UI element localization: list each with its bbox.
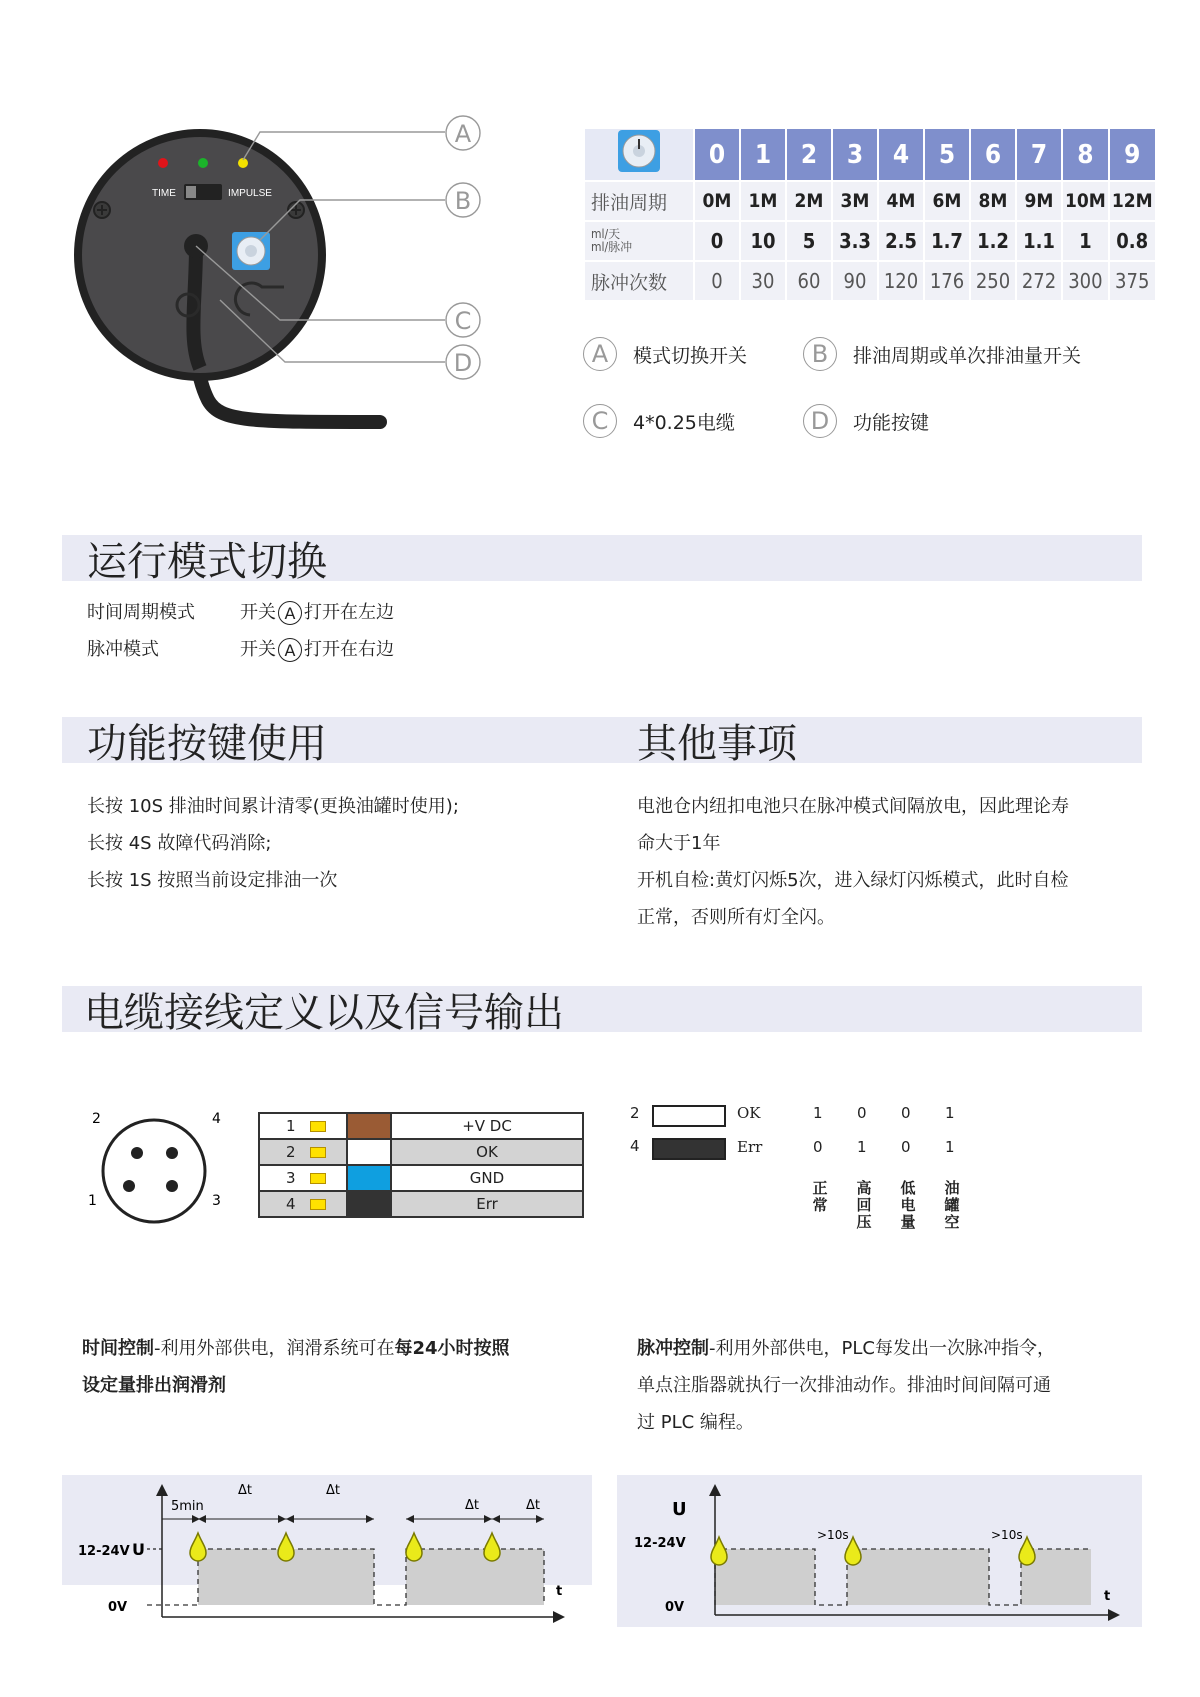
digit-4: 4 [879, 129, 923, 180]
state-label: 正常 [812, 1179, 828, 1214]
delta-t-label: Δt [465, 1498, 479, 1513]
callout-d [446, 345, 480, 379]
amount-cell: 1.2 [971, 222, 1015, 260]
amount-cell: 1 [1063, 222, 1108, 260]
svg-text:D: D [453, 349, 473, 377]
row-label-amount-day: ml/天 [591, 227, 621, 241]
digit-8: 8 [1063, 129, 1108, 180]
state-label: 低电量 [900, 1179, 916, 1231]
pin-icon [310, 1199, 326, 1210]
pulse-control-line2: 单点注脂器就执行一次排油动作。排油时间间隔可通 [637, 1375, 1051, 1396]
others-lines [637, 788, 1069, 936]
cycle-cell: 9M [1017, 182, 1061, 220]
amount-cell: 0 [695, 222, 739, 260]
wire-signal: OK [391, 1139, 583, 1165]
status-value: 1 [945, 1104, 955, 1122]
legend-letter: D [803, 404, 837, 438]
led-red [158, 158, 168, 168]
wire-pin [259, 1139, 347, 1165]
digit-9: 9 [1110, 129, 1155, 180]
delta-t-label: Δt [526, 1498, 540, 1513]
pulse-control-text1: -利用外部供电，PLC每发出一次脉冲指令， [709, 1338, 1055, 1359]
mode-row-time [87, 594, 394, 631]
connector-pin-label: 4 [212, 1111, 221, 1127]
time-control-text1: -利用外部供电，润滑系统可在 [154, 1338, 395, 1359]
mode-name: 时间周期模式 [87, 602, 195, 623]
status-value: 0 [901, 1104, 911, 1122]
wire-row [259, 1113, 583, 1139]
err-signal-bar [652, 1138, 726, 1160]
callout-a [446, 116, 480, 150]
time-control-bold: 每24小时按照 [394, 1338, 510, 1359]
connector-pin [123, 1180, 135, 1192]
time-label: TIME [152, 188, 176, 199]
pulse-cell: 30 [741, 262, 785, 300]
row-label-amount [585, 222, 693, 260]
cable-title: 电缆接线定义以及信号输出 [84, 990, 564, 1036]
legend-text: 4*0.25电缆 [633, 411, 735, 434]
connector-pin-label: 1 [88, 1193, 97, 1209]
voltage-label: 12-24V [634, 1536, 686, 1551]
wire-pin [259, 1191, 347, 1217]
pulse-cell: 60 [787, 262, 831, 300]
mode-letter: A [278, 638, 302, 662]
legend-letter: A [583, 337, 617, 371]
wire-pin [259, 1113, 347, 1139]
wire-signal: Err [391, 1191, 583, 1217]
amount-cell: 5 [787, 222, 831, 260]
function-lines [87, 788, 459, 899]
amount-cell: 1.7 [925, 222, 969, 260]
digit-6: 6 [971, 129, 1015, 180]
pulse-cell: 120 [879, 262, 923, 300]
pin-icon [310, 1121, 326, 1132]
mode-title: 运行模式切换 [87, 539, 327, 585]
function-title: 功能按键使用 [87, 721, 327, 767]
time-control-line2: 设定量排出润滑剂 [82, 1375, 226, 1396]
cycle-cell: 2M [787, 182, 831, 220]
zero-label: 0V [108, 1600, 128, 1615]
setting-table [583, 127, 1157, 302]
cycle-cell: 12M [1110, 182, 1155, 220]
dial-icon [617, 129, 661, 173]
ok-signal-bar [652, 1105, 726, 1127]
wire-pin-number: 3 [286, 1169, 296, 1187]
callout-c [446, 303, 480, 337]
status-pin: 4 [630, 1137, 640, 1155]
wire-row [259, 1165, 583, 1191]
wiring-table [258, 1112, 584, 1218]
connector-diagram [82, 1105, 232, 1235]
others-line: 电池仓内纽扣电池只在脉冲模式间隔放电，因此理论寿 [637, 796, 1069, 817]
mode-post: 打开在左边 [304, 602, 394, 623]
cycle-cell: 0M [695, 182, 739, 220]
connector-pin [166, 1180, 178, 1192]
others-line: 开机自检:黄灯闪烁5次，进入绿灯闪烁模式，此时自检 [637, 870, 1069, 891]
impulse-label: IMPULSE [228, 188, 272, 199]
wire-color-swatch [347, 1191, 391, 1217]
pulse-control-line3: 过 PLC 编程。 [637, 1412, 754, 1433]
pulse-cell: 90 [833, 262, 877, 300]
amount-cell: 3.3 [833, 222, 877, 260]
pulse-cell: 176 [925, 262, 969, 300]
u-label: U [132, 1540, 145, 1559]
pin-icon [310, 1173, 326, 1184]
state-label: 油罐空 [944, 1179, 960, 1231]
led-green [198, 158, 208, 168]
wire-pin [259, 1165, 347, 1191]
wire-color-swatch [347, 1165, 391, 1191]
status-value: 0 [813, 1138, 823, 1156]
legend-item-a [583, 337, 747, 371]
mode-pre: 开关 [240, 602, 276, 623]
state-label: 高回压 [856, 1179, 872, 1231]
status-value: 0 [857, 1104, 867, 1122]
others-title: 其他事项 [637, 721, 797, 767]
mode-post: 打开在右边 [304, 639, 394, 660]
five-min-label: 5min [171, 1499, 204, 1514]
legend-letter: C [583, 404, 617, 438]
amount-cell: 0.8 [1110, 222, 1155, 260]
legend-letter: B [803, 337, 837, 371]
svg-text:A: A [454, 120, 472, 148]
others-line: 正常，否则所有灯全闪。 [637, 907, 835, 928]
amount-cell: 2.5 [879, 222, 923, 260]
pulse-cell: 375 [1110, 262, 1155, 300]
wire-pin-number: 4 [286, 1195, 296, 1213]
row-label-pulse: 脉冲次数 [585, 262, 693, 300]
digit-7: 7 [1017, 129, 1061, 180]
wire-signal: +V DC [391, 1113, 583, 1139]
wire-pin-number: 1 [286, 1117, 296, 1135]
gap-label: >10s [991, 1528, 1023, 1542]
legend-item-c [583, 404, 735, 438]
pulse-control-text [637, 1330, 1157, 1441]
row-label-cycle: 排油周期 [585, 182, 693, 220]
connector-pin [166, 1147, 178, 1159]
cycle-cell: 3M [833, 182, 877, 220]
wire-color-swatch [347, 1139, 391, 1165]
cycle-cell: 6M [925, 182, 969, 220]
amount-cell: 10 [741, 222, 785, 260]
gap-label: >10s [817, 1528, 849, 1542]
t-label: t [556, 1584, 563, 1599]
connector-pin-label: 3 [212, 1193, 221, 1209]
amount-cell: 1.1 [1017, 222, 1061, 260]
callout-b [446, 183, 480, 217]
status-value: 1 [813, 1104, 823, 1122]
connector-pin [131, 1147, 143, 1159]
pin-icon [310, 1147, 326, 1158]
status-name: Err [737, 1138, 763, 1156]
status-name: OK [737, 1104, 761, 1122]
mode-pre: 开关 [240, 639, 276, 660]
wire-pin-number: 2 [286, 1143, 296, 1161]
cycle-cell: 8M [971, 182, 1015, 220]
cycle-cell: 10M [1063, 182, 1108, 220]
cycle-cell: 1M [741, 182, 785, 220]
status-pin: 2 [630, 1104, 640, 1122]
pulse-cell: 0 [695, 262, 739, 300]
t-label: t [1104, 1589, 1111, 1604]
status-value: 0 [901, 1138, 911, 1156]
device-diagram [60, 100, 500, 460]
pulse-cell: 250 [971, 262, 1015, 300]
wire-row [259, 1191, 583, 1217]
others-line: 命大于1年 [637, 833, 721, 854]
time-control-chart [62, 1475, 592, 1630]
row-label-amount-pulse: ml/脉冲 [591, 240, 633, 254]
voltage-label: 12-24V [78, 1544, 130, 1559]
legend-item-d [803, 404, 929, 438]
pulse-control-lead: 脉冲控制 [637, 1338, 709, 1359]
digit-5: 5 [925, 129, 969, 180]
status-value: 1 [857, 1138, 867, 1156]
function-line: 长按 4S 故障代码消除; [87, 833, 272, 854]
legend-item-b [803, 337, 1081, 371]
function-line: 长按 10S 排油时间累计清零(更换油罐时使用); [87, 796, 459, 817]
pulse-cell: 300 [1063, 262, 1108, 300]
delta-t-label: Δt [238, 1483, 252, 1498]
legend-text: 排油周期或单次排油量开关 [853, 344, 1082, 367]
digit-3: 3 [833, 129, 877, 180]
time-control-lead: 时间控制 [82, 1338, 154, 1359]
legend-text: 模式切换开关 [633, 344, 748, 367]
delta-t-label: Δt [326, 1483, 340, 1498]
svg-text:B: B [454, 187, 472, 215]
time-control-text [82, 1330, 602, 1404]
function-line: 长按 1S 按照当前设定排油一次 [87, 870, 338, 891]
digit-0: 0 [695, 129, 739, 180]
svg-text:C: C [454, 307, 472, 335]
dial-icon-cell [585, 129, 693, 180]
wire-signal: GND [391, 1165, 583, 1191]
pulse-control-chart [617, 1475, 1142, 1627]
digit-1: 1 [741, 129, 785, 180]
mode-row-pulse [87, 631, 394, 668]
cycle-cell: 4M [879, 182, 923, 220]
wire-row [259, 1139, 583, 1165]
mode-letter: A [278, 601, 302, 625]
legend-text: 功能按键 [853, 411, 930, 434]
wire-color-swatch [347, 1113, 391, 1139]
digit-2: 2 [787, 129, 831, 180]
zero-label: 0V [665, 1600, 685, 1615]
u-label: U [672, 1499, 687, 1520]
status-value: 1 [945, 1138, 955, 1156]
connector-pin-label: 2 [92, 1111, 101, 1127]
pulse-cell: 272 [1017, 262, 1061, 300]
mode-name: 脉冲模式 [87, 639, 159, 660]
